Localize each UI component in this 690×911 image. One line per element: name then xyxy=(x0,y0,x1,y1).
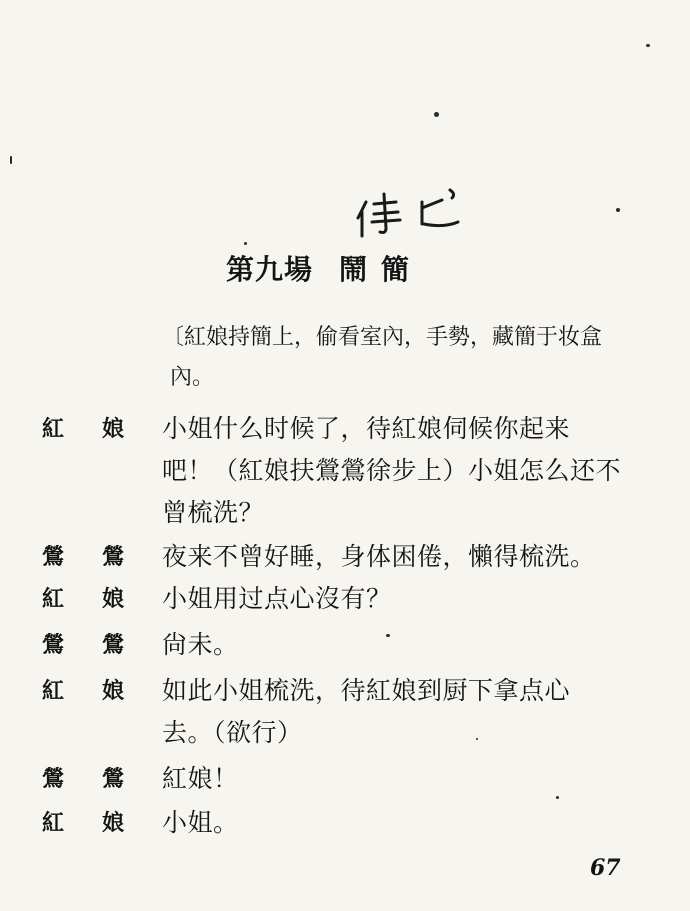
speech-line: 小姐用过点心沒有？ xyxy=(162,584,392,613)
speech-text xyxy=(162,670,648,754)
print-speck xyxy=(556,796,559,799)
speech-text xyxy=(162,578,648,620)
scene-name: 鬧簡 xyxy=(339,253,424,286)
print-speck xyxy=(10,156,12,164)
speech-line: 曾梳洗？ xyxy=(162,498,265,527)
speech-line: 吧！（紅娘扶鶯鶯徐步上）小姐怎么还不 xyxy=(162,456,622,485)
speaker-name: 紅娘 xyxy=(42,810,163,836)
stage-direction-line: 〔紅娘持簡上，偷看室內，手勢，藏簡于妆盒 xyxy=(162,325,603,350)
print-speck xyxy=(646,44,650,47)
speech-text xyxy=(162,624,648,666)
speech-text xyxy=(162,802,648,844)
stage-direction xyxy=(162,318,652,398)
scene-title xyxy=(226,248,423,288)
print-speck xyxy=(476,738,478,740)
speech-line: 夜来不曾好睡，身体困倦，懶得梳洗。 xyxy=(162,542,596,571)
print-speck xyxy=(616,208,620,212)
speech-line: 如此小姐梳洗，待紅娘到厨下拿点心 xyxy=(162,676,571,705)
stage-direction-line: 內。 xyxy=(170,365,215,390)
page-number: 67 xyxy=(590,855,621,881)
speaker-name: 紅娘 xyxy=(42,416,163,442)
speech-line: 尙未。 xyxy=(162,630,239,659)
speech-text xyxy=(162,408,648,534)
speaker-name: 鶯鶯 xyxy=(42,544,163,570)
speech-text xyxy=(162,758,648,800)
speaker-name: 紅娘 xyxy=(42,586,163,612)
print-speck xyxy=(244,242,247,245)
print-speck xyxy=(386,634,390,637)
speech-line: 去。（欲行） xyxy=(162,718,303,747)
scene-number: 第九場 xyxy=(226,253,314,286)
speech-line: 紅娘！ xyxy=(162,764,239,793)
speech-line: 小姐。 xyxy=(162,808,239,837)
speaker-name: 紅娘 xyxy=(42,678,163,704)
speaker-name: 鶯鶯 xyxy=(42,632,163,658)
speaker-name: 鶯鶯 xyxy=(42,766,163,792)
speech-text xyxy=(162,536,648,578)
print-speck xyxy=(434,112,439,117)
speech-line: 小姐什么时候了，待紅娘伺候你起来 xyxy=(162,414,571,443)
handwritten-note xyxy=(352,184,482,244)
